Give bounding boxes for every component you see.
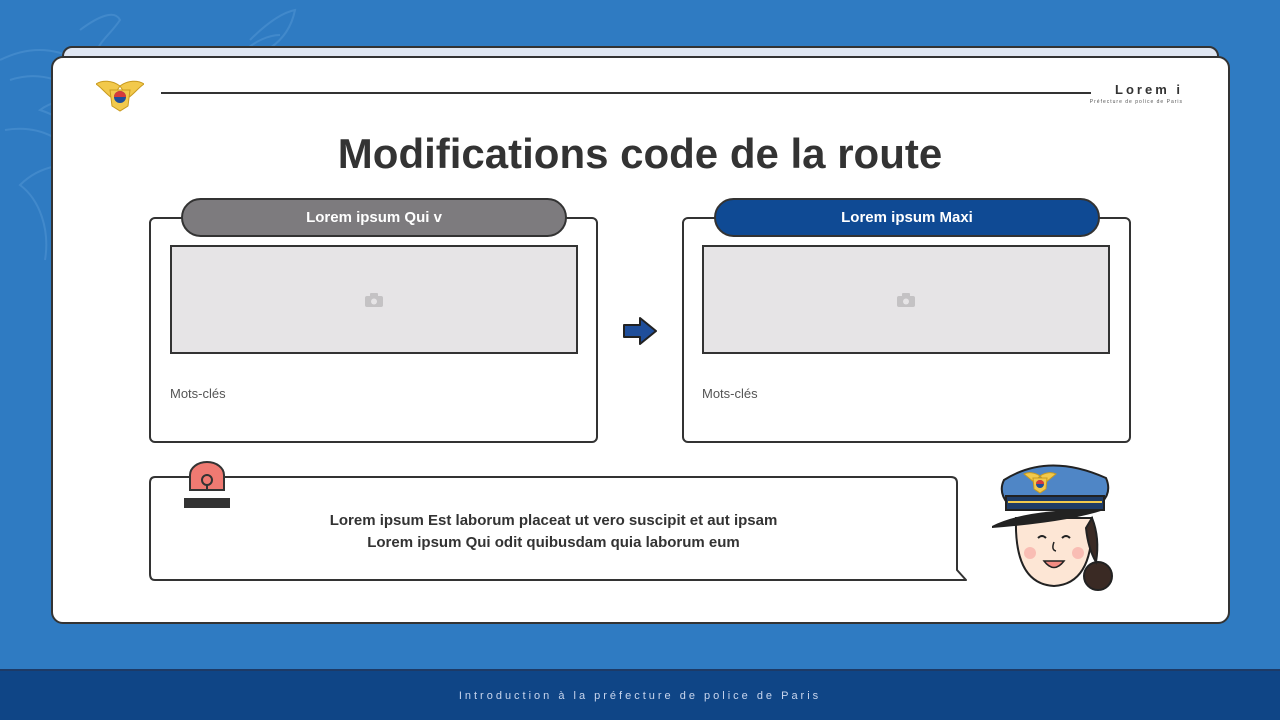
after-keywords: Mots-clés bbox=[702, 386, 758, 401]
camera-icon bbox=[365, 293, 383, 307]
siren-icon bbox=[182, 460, 232, 510]
police-wing-emblem-icon bbox=[96, 76, 144, 112]
page-title: Modifications code de la route bbox=[337, 130, 943, 177]
footer-bar bbox=[0, 669, 1280, 720]
after-image-placeholder[interactable] bbox=[702, 245, 1110, 354]
police-officer-icon bbox=[988, 458, 1116, 598]
before-label-pill bbox=[181, 198, 567, 237]
before-keywords: Mots-clés bbox=[170, 386, 226, 401]
after-label-pill bbox=[714, 198, 1100, 237]
before-image-placeholder[interactable] bbox=[170, 245, 578, 354]
before-label: Lorem ipsum Qui v bbox=[306, 209, 442, 226]
camera-icon bbox=[897, 293, 915, 307]
header-divider bbox=[161, 92, 1091, 94]
brand-block bbox=[1090, 82, 1183, 105]
brand-name: Lorem i bbox=[1115, 82, 1183, 97]
after-label: Lorem ipsum Maxi bbox=[841, 209, 973, 226]
footer-text: Introduction à la préfecture de police de Paris bbox=[458, 689, 822, 702]
note-line-2: Lorem ipsum Qui odit quibusdam quia laborum eum bbox=[367, 534, 740, 551]
brand-subtitle: Préfecture de police de Paris bbox=[1089, 99, 1183, 105]
note-line-1: Lorem ipsum Est laborum placeat ut vero suscipit et aut ipsam bbox=[329, 512, 778, 529]
arrow-right-icon bbox=[622, 316, 658, 346]
note-text bbox=[149, 510, 958, 554]
